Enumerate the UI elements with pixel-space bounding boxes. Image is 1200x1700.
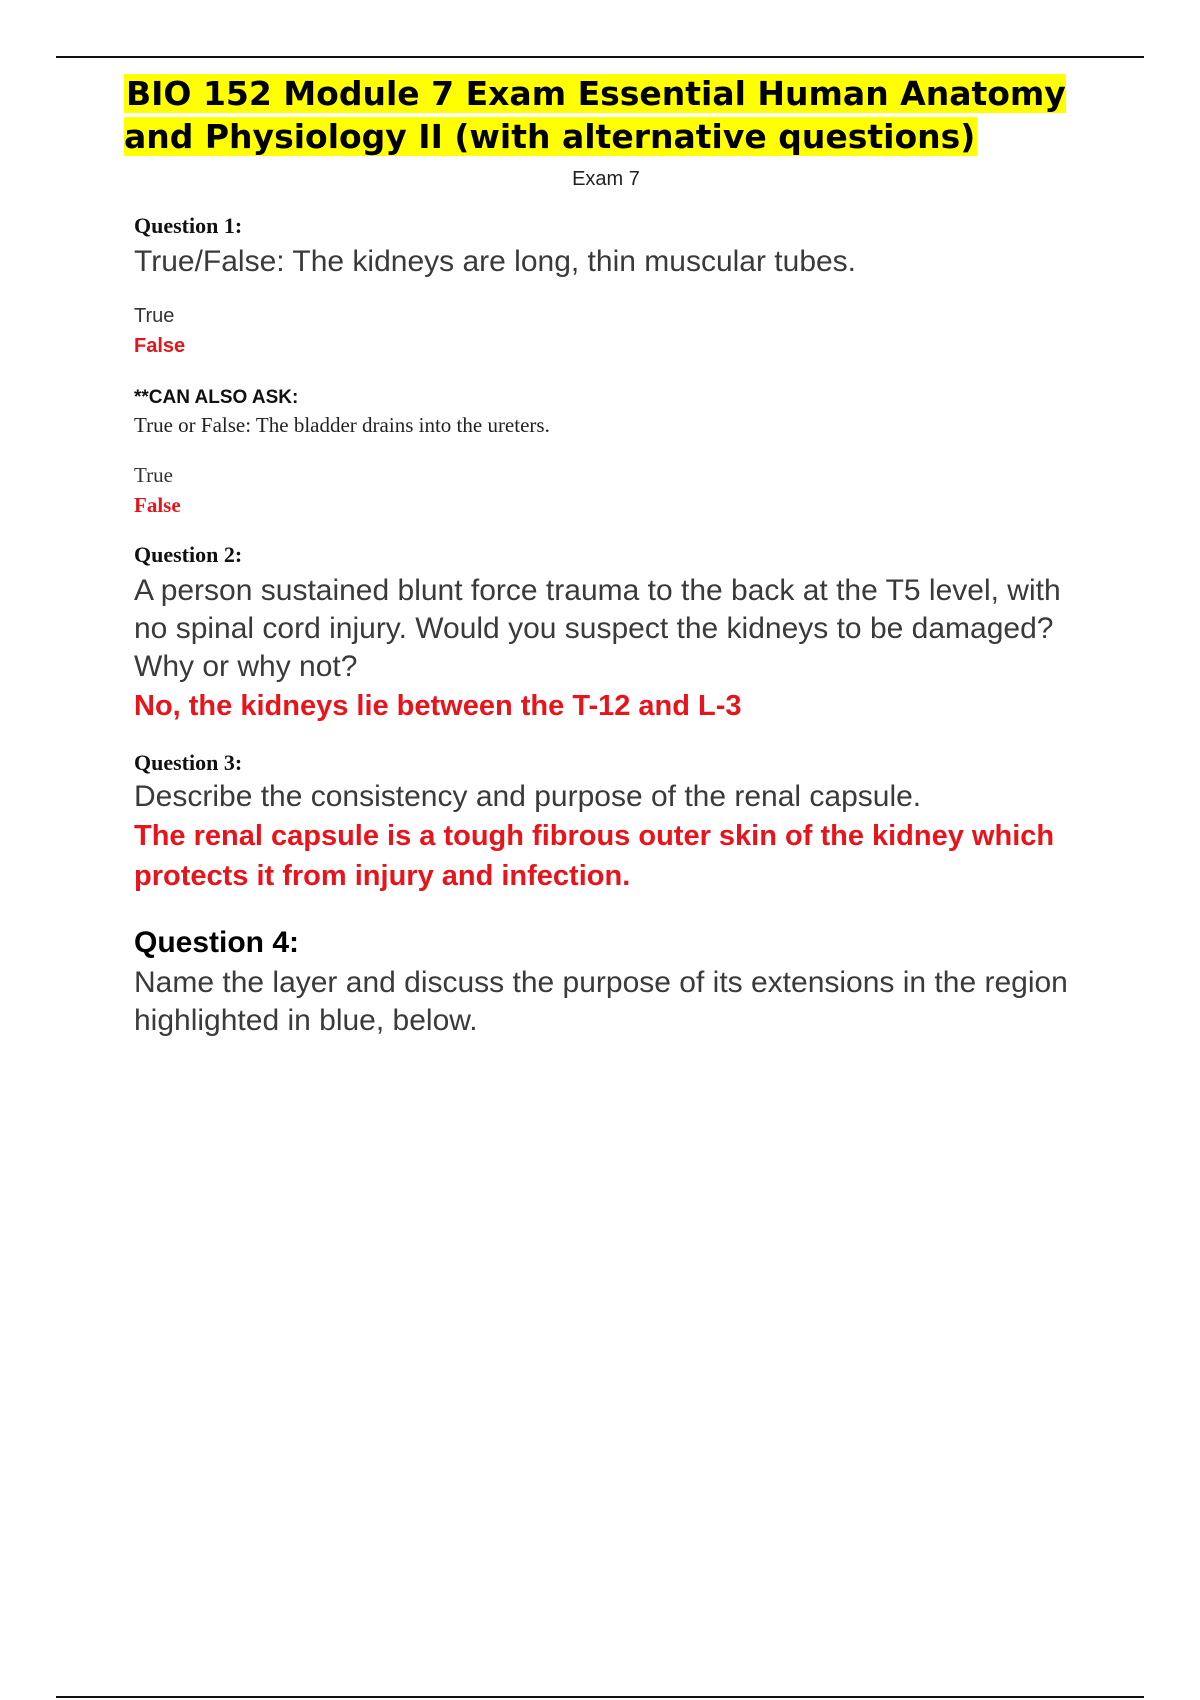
- question-1-text: True/False: The kidneys are long, thin muscular tubes.: [134, 245, 857, 278]
- question-2-text: A person sustained blunt force trauma to the back at the T5 level, with no spinal cord injury. Would you suspect the kidneys to be damaged? Why or why not?: [134, 574, 1061, 683]
- question-4-text: Name the layer and discuss the purpose of its extensions in the region highlighted in blue, below.: [134, 966, 1068, 1037]
- bottom-rule: [56, 1696, 1144, 1698]
- question-2: [134, 542, 1094, 726]
- question-1: [134, 213, 1094, 520]
- question-4: [134, 926, 1094, 1040]
- question-2-answer: No, the kidneys lie between the T-12 and L-3: [134, 690, 742, 722]
- top-rule: [56, 56, 1144, 58]
- question-3-text: Describe the consistency and purpose of the renal capsule.: [134, 780, 922, 813]
- question-3-answer: The renal capsule is a tough fibrous outer skin of the kidney which protects it from injury and infection.: [134, 820, 1055, 892]
- document-subtitle: Exam 7: [572, 168, 640, 190]
- alternative-option-true: True: [134, 463, 173, 487]
- question-1-option-false-correct: False: [134, 335, 186, 357]
- document-page: [124, 72, 1094, 1040]
- alternative-question-text: True or False: The bladder drains into the ureters.: [134, 413, 550, 437]
- alternative-option-false-correct: False: [134, 493, 181, 517]
- document-title: BIO 152 Module 7 Exam Essential Human Anatomy and Physiology II (with alternative questions): [124, 74, 1066, 156]
- question-1-label: Question 1:: [134, 213, 243, 238]
- also-ask-label: **CAN ALSO ASK:: [134, 387, 299, 408]
- question-4-label: Question 4:: [134, 926, 300, 959]
- question-2-label: Question 2:: [134, 542, 243, 567]
- question-1-option-true: True: [134, 305, 175, 327]
- question-3-label: Question 3:: [134, 750, 243, 775]
- question-3: [134, 750, 1094, 896]
